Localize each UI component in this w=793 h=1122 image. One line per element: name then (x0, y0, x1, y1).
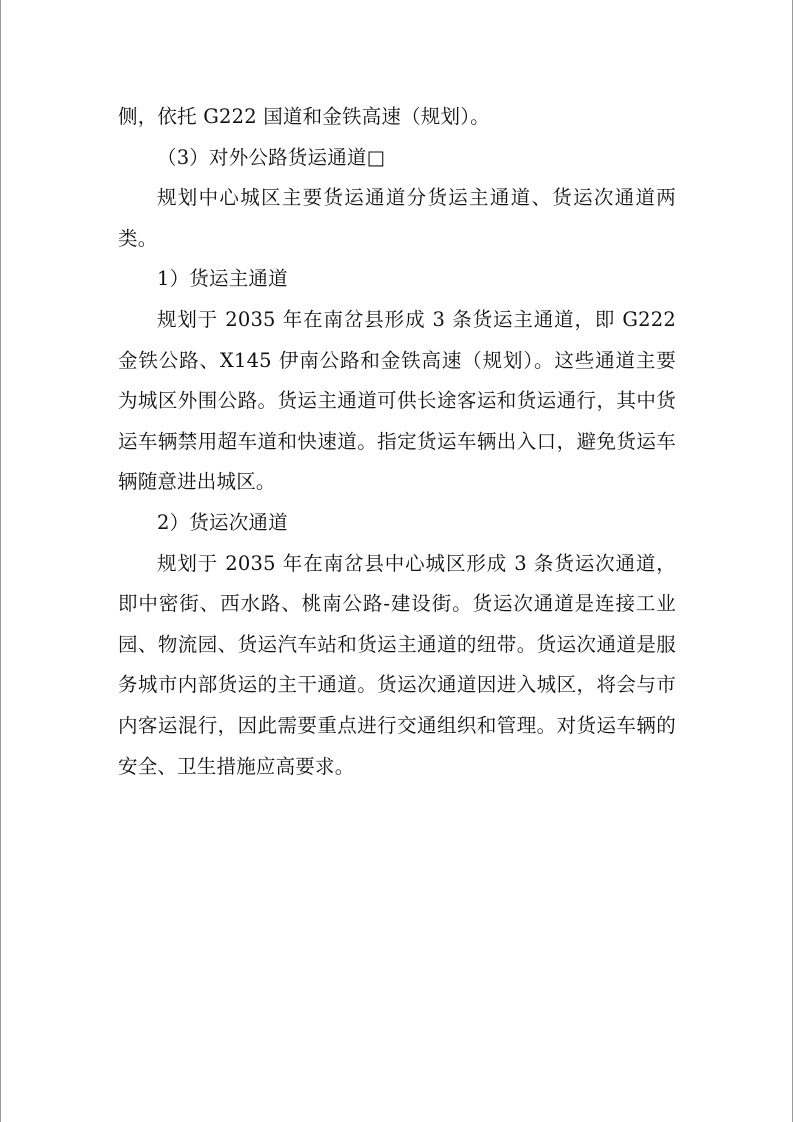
document-body (118, 97, 676, 787)
subheading-main-freight-channel: 1）货运主通道 (157, 267, 288, 291)
paragraph-secondary-freight-channel: 规划于 2035 年在南岔县中心城区形成 3 条货运次通道，即中密街、西水路、桃南公路-建设街。货运次通道是连接工业园、物流园、货运汽车站和货运主通道的纽带。货运次通道是服务城市内部货运的主干通道。货运次通道因进入城区，将会与市内客运混行，因此需要重点进行交通组织和管理。对货运车辆的安全、卫生措施应高要求。 (118, 551, 676, 778)
subheading-secondary-freight-channel: 2）货运次通道 (157, 510, 288, 534)
paragraph-main-freight-channel: 规划于 2035 年在南岔县形成 3 条货运主通道，即 G222 金铁公路、X145 伊南公路和金铁高速（规划）。这些通道主要为城区外围公路。货运主通道可供长途客运和货运通行，其中货运车辆禁用超车道和快速道。指定货运车辆出入口，避免货运车辆随意进出城区。 (118, 307, 676, 494)
paragraph-continuation: 侧，依托 G222 国道和金铁高速（规划）。 (118, 105, 490, 128)
paragraph-freight-overview: 规划中心城区主要货运通道分货运主通道、货运次通道两类。 (118, 186, 676, 250)
section-heading-external-freight: （3）对外公路货运通道□ (157, 145, 386, 169)
